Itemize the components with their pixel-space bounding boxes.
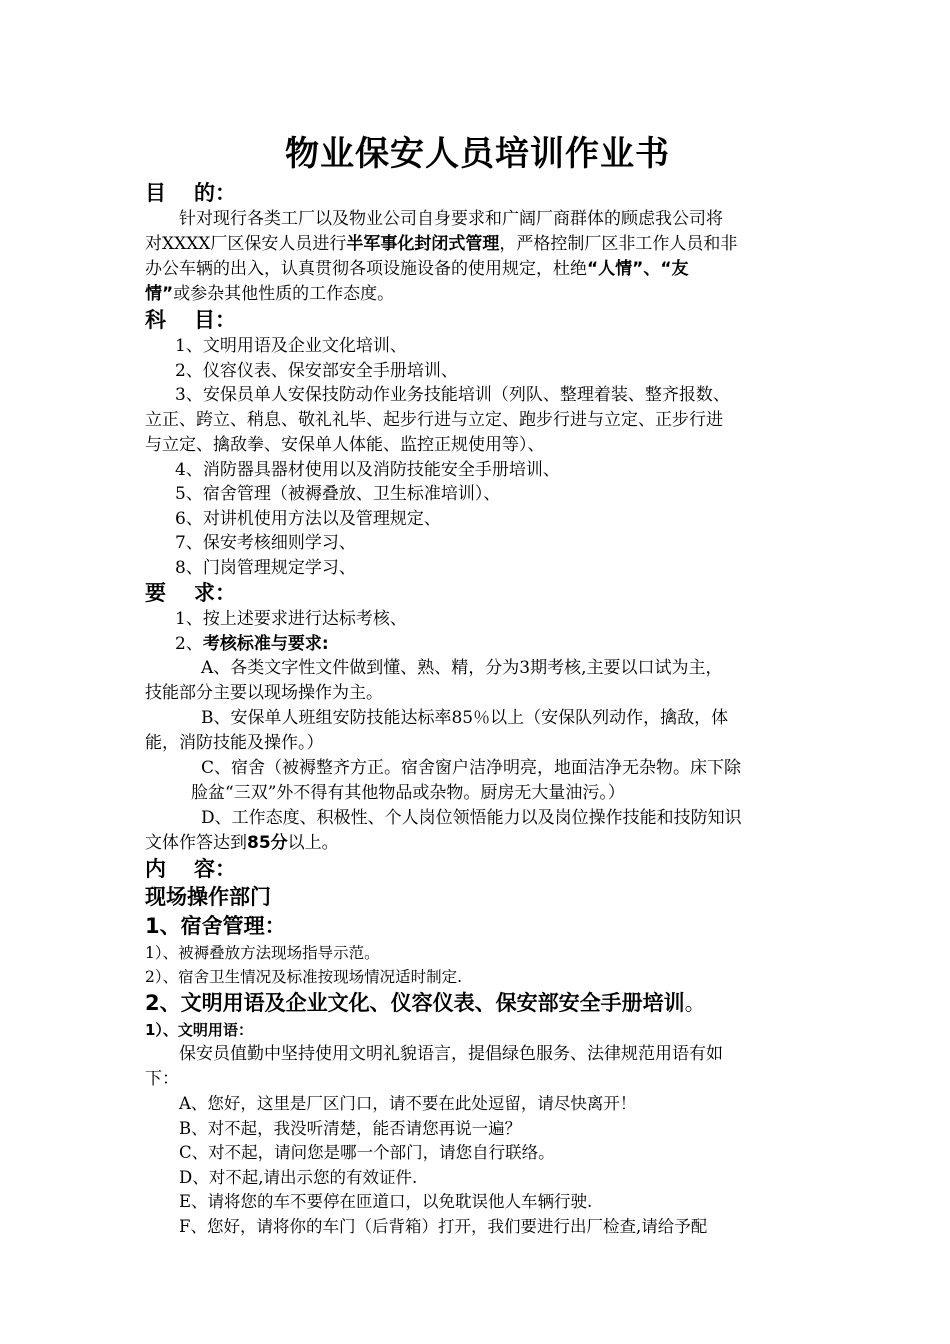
subject-item-7: 7、保安考核细则学习、 <box>175 533 356 553</box>
section-2-period: 。 <box>684 991 706 1015</box>
purpose-emphasis: 情” <box>145 284 174 304</box>
purpose-line-4 <box>145 282 810 307</box>
section-1-heading: 1、宿舍管理： <box>145 914 286 938</box>
subject-item-3: 3、安保员单人安保技防动作业务技能培训（列队、整理着装、整齐报数、 <box>175 385 730 405</box>
subject-item-2: 2、仪容仪表、保安部安全手册培训、 <box>175 360 458 381</box>
content-heading-rest: 容： <box>194 857 236 881</box>
department-heading: 现场操作部门 <box>145 885 271 909</box>
purpose-text: 或参杂其他性质的工作态度。 <box>173 284 395 304</box>
purpose-line-2 <box>145 232 810 257</box>
purpose-heading-rest: 的： <box>194 181 236 205</box>
standard-text: 文体作答达到 <box>145 833 247 853</box>
standard-d-cont <box>145 831 810 856</box>
purpose-text: 对XXXX厂区保安人员进行 <box>145 234 347 254</box>
standard-a-cont: 技能部分主要以现场操作为主。 <box>145 683 383 703</box>
content-section <box>145 856 810 1239</box>
standard-text: 以上。 <box>287 833 339 853</box>
requirement-number: 2、 <box>175 633 203 654</box>
phrase-f: F、您好，请将你的车门（后背箱）打开，我们要进行出厂检查,请给予配 <box>179 1216 708 1236</box>
purpose-emphasis: “人情”、“友 <box>587 259 689 279</box>
civility-intro: 保安员值勤中坚持使用文明礼貌语言，提倡绿色服务、法律规范用语有如 <box>179 1044 723 1064</box>
purpose-heading <box>145 180 810 207</box>
subjects-heading <box>145 307 810 334</box>
subject-item-3-cont: 与立定、擒敌拳、安保单人体能、监控正规使用等）、 <box>145 434 545 455</box>
subjects-heading-rest: 目： <box>194 308 236 332</box>
document-title: 物业保安人员培训作业书 <box>285 134 670 174</box>
subject-item-4: 4、消防器具器材使用以及消防技能安全手册培训、 <box>175 459 560 480</box>
subject-item-8: 8、门岗管理规定学习、 <box>175 557 356 578</box>
subjects-heading-char: 科 <box>145 308 166 332</box>
section-1-item-1: 1）、被褥叠放方法现场指导示范。 <box>145 944 380 962</box>
phrase-a: A、您好，这里是厂区门口，请不要在此处逗留，请尽快离开！ <box>179 1094 637 1113</box>
standard-d: D、工作态度、积极性、个人岗位领悟能力以及岗位操作技能和技防知识 <box>201 808 742 828</box>
purpose-line-1: 针对现行各类工厂以及物业公司自身要求和广阔厂商群体的顾虑我公司将 <box>179 209 723 229</box>
section-2-sub-heading: 1）、文明用语： <box>145 1021 253 1039</box>
standard-a: A、各类文字性文件做到懂、熟、精，分为3期考核,主要以口试为主， <box>201 658 723 678</box>
purpose-section <box>145 180 810 307</box>
standard-c-cont: 脸盆“三双”外不得有其他物品或杂物。厨房无大量油污。） <box>191 783 625 803</box>
content-heading <box>145 856 810 883</box>
phrase-d: D、对不起,请出示您的有效证件. <box>179 1167 418 1187</box>
civility-intro-cont: 下： <box>145 1069 179 1089</box>
section-2-title: 2、文明用语及企业文化、仪容仪表、保安部安全手册培训 <box>145 991 685 1015</box>
section-2-heading <box>145 989 810 1018</box>
subject-item-6: 6、对讲机使用方法以及管理规定、 <box>175 508 441 529</box>
subject-item-3-cont: 立正、跨立、稍息、敬礼礼毕、起步行进与立定、跑步行进与立定、正步行进 <box>145 409 723 430</box>
requirements-heading-rest: 求： <box>194 581 236 605</box>
purpose-line-3 <box>145 257 810 282</box>
requirement-item-2 <box>145 632 810 657</box>
purpose-text: 办公车辆的出入，认真贯彻各项设施设备的使用规定，杜绝 <box>145 259 587 279</box>
purpose-heading-char: 目 <box>145 181 166 205</box>
purpose-text: ，严格控制厂区非工作人员和非 <box>499 234 738 254</box>
section-1-item-2: 2）、宿舍卫生情况及标准按现场情况适时制定. <box>145 968 463 986</box>
standard-c: C、宿舍（被褥整齐方正。宿舍窗户洁净明亮，地面洁净无杂物。床下除 <box>201 758 742 778</box>
standard-b: B、安保单人班组安防技能达标率85％以上（安保队列动作，擒敌，体 <box>201 708 729 728</box>
subjects-section <box>145 307 810 580</box>
phrase-c: C、对不起，请问您是哪一个部门，请您自行联络。 <box>179 1143 555 1162</box>
phrase-e: E、请将您的车不要停在匝道口，以免耽误他人车辆行驶. <box>179 1192 593 1211</box>
requirements-heading-char: 要 <box>145 581 166 605</box>
content-heading-char: 内 <box>145 857 166 881</box>
subject-item-1: 1、文明用语及企业文化培训、 <box>175 336 407 356</box>
purpose-emphasis: 半军事化封闭式管理 <box>346 234 500 254</box>
requirement-item-1: 1、按上述要求进行达标考核、 <box>175 609 407 629</box>
requirement-emphasis: 考核标准与要求: <box>202 633 329 654</box>
standard-emphasis: 85分 <box>247 833 288 853</box>
requirements-section <box>145 580 810 856</box>
phrase-b: B、对不起，我没听清楚，能否请您再说一遍？ <box>179 1118 522 1138</box>
subject-item-5: 5、宿舍管理（被褥叠放、卫生标准培训）、 <box>175 484 501 504</box>
standard-b-cont: 能，消防技能及操作。） <box>145 733 324 753</box>
requirements-heading <box>145 580 810 607</box>
